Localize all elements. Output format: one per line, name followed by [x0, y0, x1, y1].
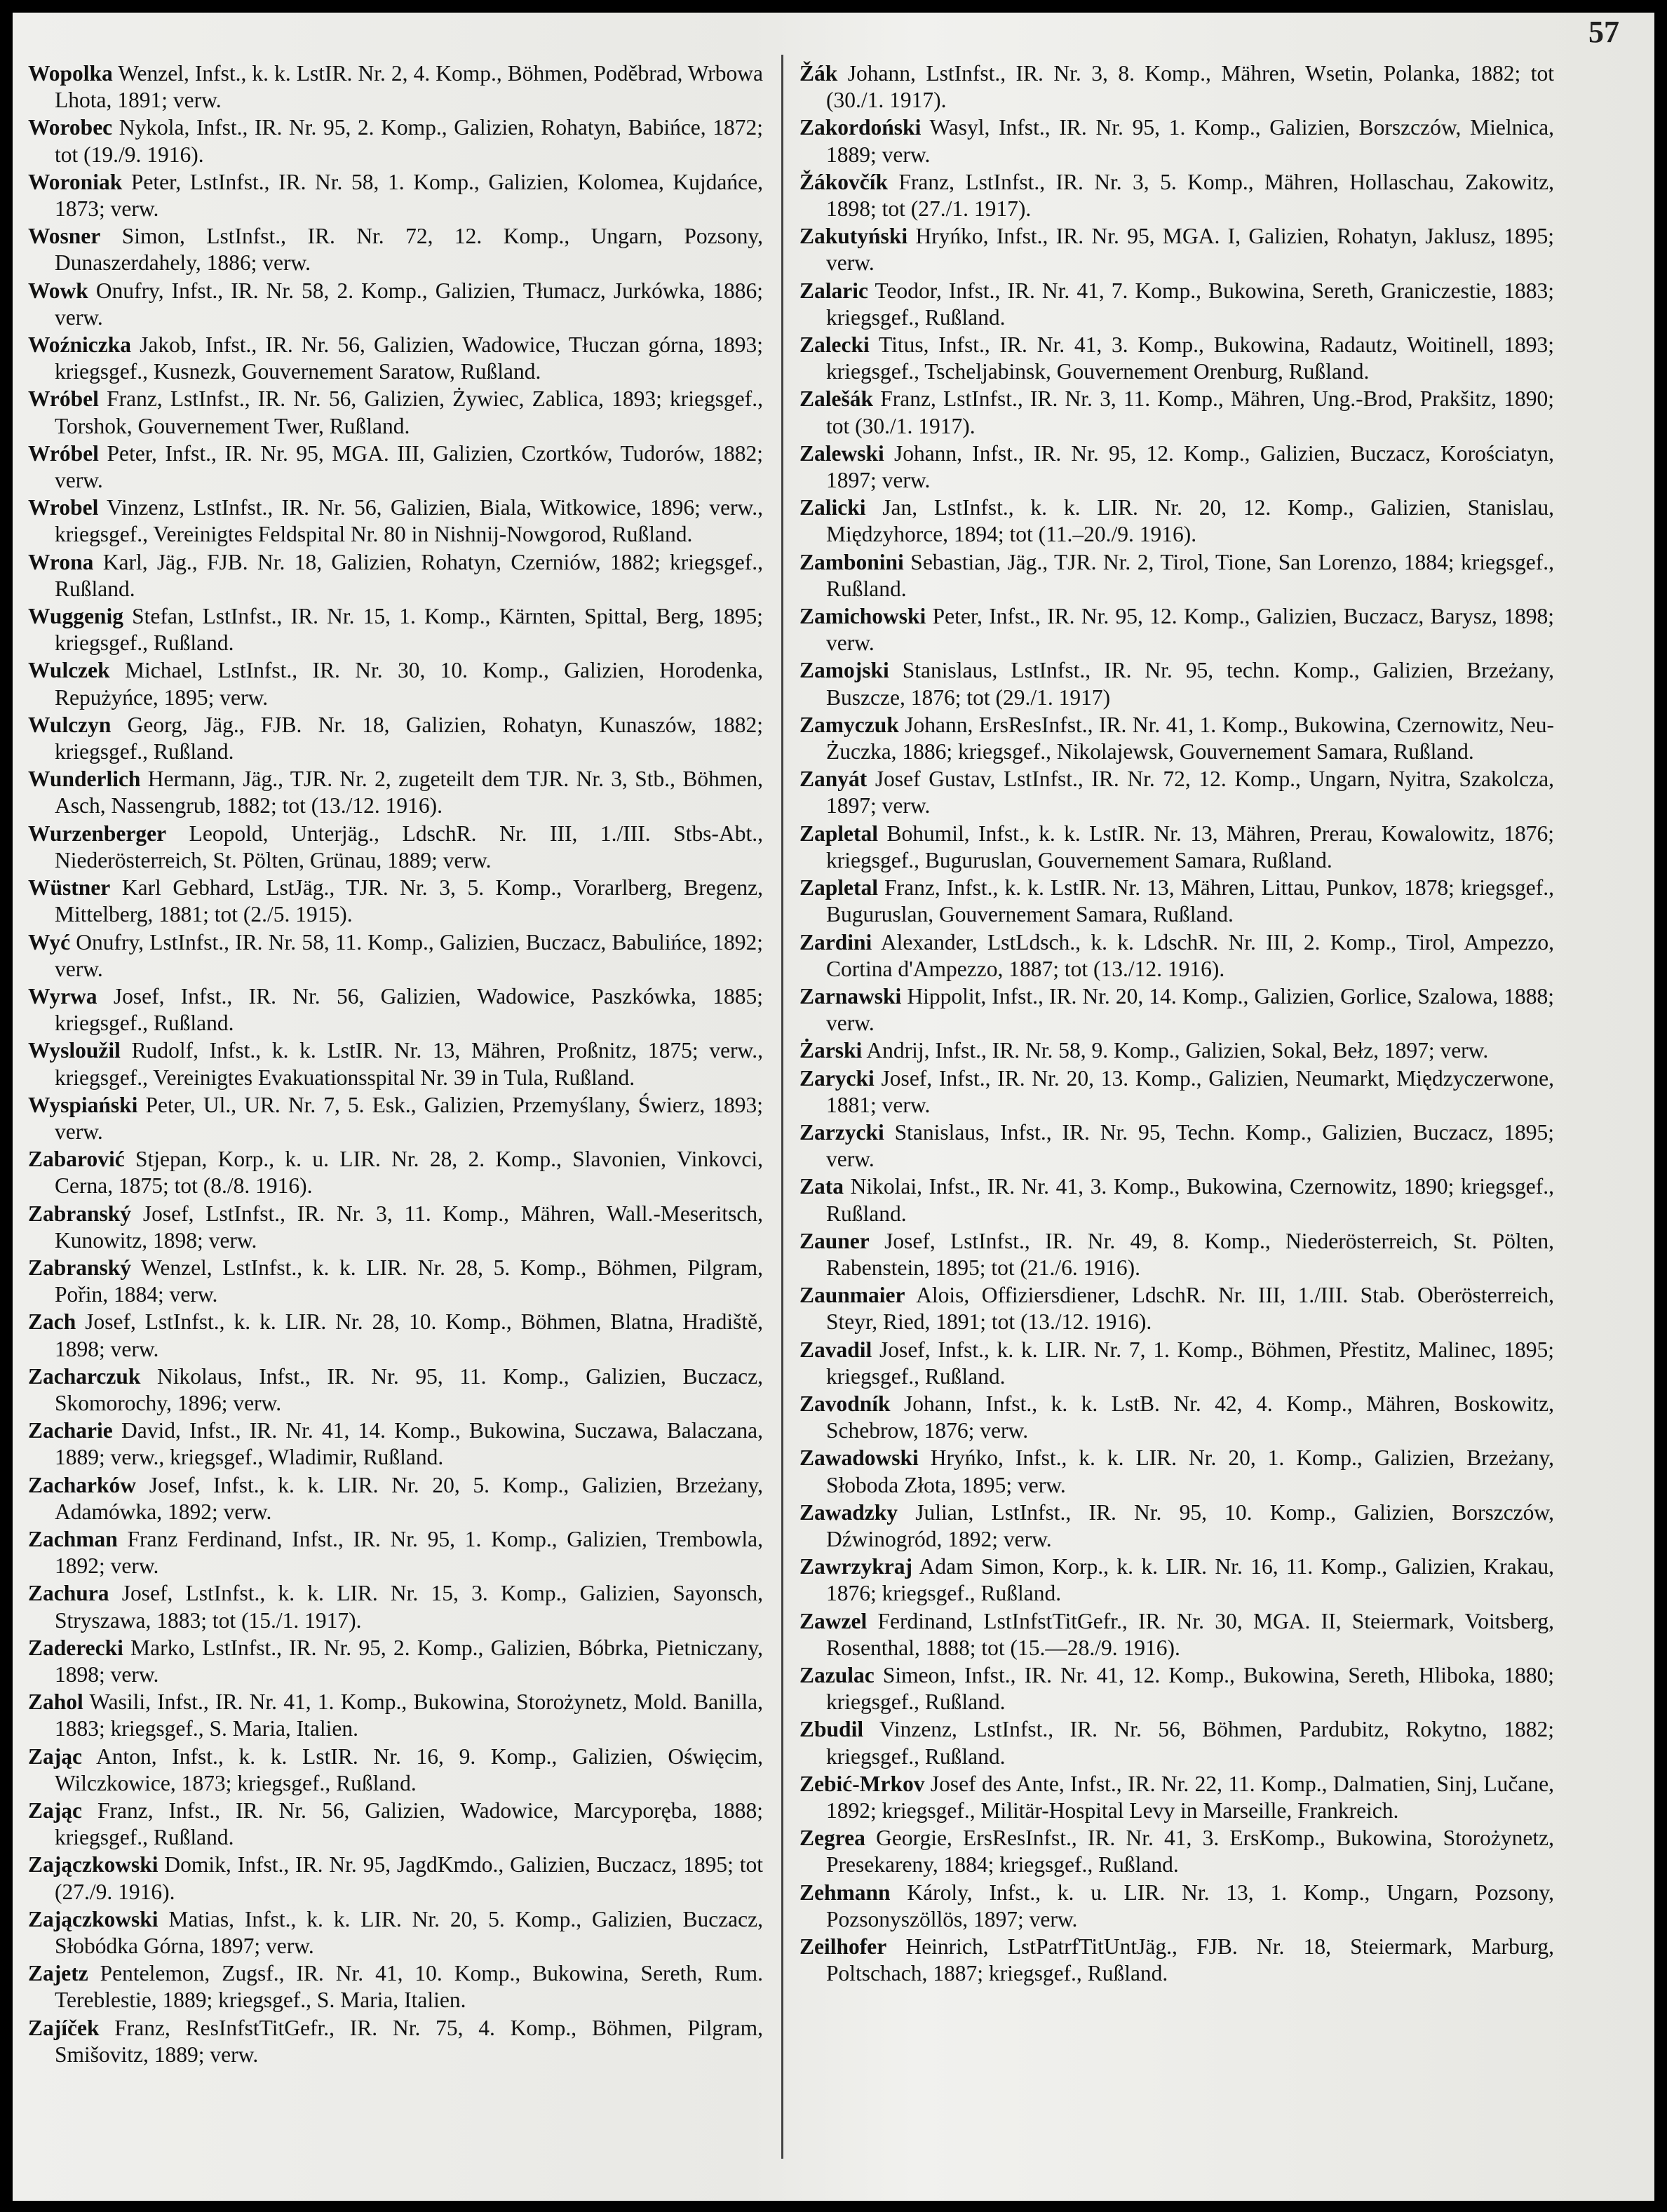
casualty-entry	[799, 386, 1554, 439]
casualty-entry	[799, 766, 1554, 819]
entry-details: Pentelemon, Zugsf., IR. Nr. 41, 10. Komp., Bukowina, Sereth, Rum. Tereblestie, 1889; kriegsgef., S. Maria, Italien.	[55, 1961, 763, 2013]
left-column	[28, 60, 763, 2192]
casualty-entry	[28, 1960, 763, 2014]
entry-details: Onufry, LstInfst., IR. Nr. 58, 11. Komp., Galizien, Buczacz, Babulińce, 1892; verw.	[55, 929, 763, 981]
entry-surname: Zając	[28, 1744, 82, 1769]
entry-details: Josef, LstInfst., IR. Nr. 3, 11. Komp., Mähren, Wall.-Meseritsch, Kunowitz, 1898; verw.	[55, 1201, 763, 1253]
casualty-entry	[799, 1662, 1554, 1715]
entry-details: Franz, ResInfstTitGefr., IR. Nr. 75, 4. Komp., Böhmen, Pilgram, Smišovitz, 1889; verw.	[55, 2015, 763, 2067]
entry-surname: Zacharków	[28, 1472, 137, 1497]
casualty-entry	[28, 712, 763, 765]
entry-surname: Zegrea	[799, 1826, 865, 1851]
entry-surname: Zavodník	[799, 1391, 891, 1416]
entry-details: Peter, Infst., IR. Nr. 95, 12. Komp., Galizien, Buczacz, Barysz, 1898; verw.	[826, 604, 1554, 656]
casualty-entry	[28, 1526, 763, 1579]
entry-details: Karl, Jäg., FJB. Nr. 18, Galizien, Rohatyn, Czerniów, 1882; kriegsgef., Rußland.	[55, 549, 763, 601]
casualty-entry	[799, 1934, 1554, 1987]
casualty-entry	[799, 1445, 1554, 1498]
entry-details: Leopold, Unterjäg., LdschR. Nr. III, 1./III. Stbs-Abt., Niederösterreich, St. Pölten, Grünau, 1889; verw.	[55, 821, 763, 872]
entry-details: Peter, Ul., UR. Nr. 7, 5. Esk., Galizien, Przemyślany, Świerz, 1893; verw.	[55, 1092, 763, 1144]
entry-details: Titus, Infst., IR. Nr. 41, 3. Komp., Bukowina, Radautz, Woitinell, 1893; kriegsgef., Tscheljabinsk, Gouvernement Orenburg, Rußland.	[826, 332, 1554, 384]
entry-surname: Worobec	[28, 115, 113, 140]
casualty-entry	[28, 603, 763, 656]
casualty-entry	[28, 1146, 763, 1199]
entry-surname: Wunderlich	[28, 767, 141, 792]
casualty-entry	[799, 1771, 1554, 1824]
entry-surname: Wulczek	[28, 658, 110, 683]
entry-details: Károly, Infst., k. u. LIR. Nr. 13, 1. Komp., Ungarn, Pozsony, Pozsonyszöllös, 1897; verw.	[826, 1880, 1554, 1931]
casualty-entry	[799, 1391, 1554, 1444]
entry-surname: Zabranský	[28, 1201, 132, 1226]
entry-surname: Žákovčík	[799, 169, 889, 194]
casualty-entry	[28, 1472, 763, 1525]
entry-details: Nikolai, Infst., IR. Nr. 41, 3. Komp., Bukowina, Czernowitz, 1890; kriegsgef., Rußland.	[826, 1174, 1554, 1226]
entry-surname: Zamichowski	[799, 604, 926, 629]
casualty-entry	[28, 1580, 763, 1633]
entry-details: Stanislaus, LstInfst., IR. Nr. 95, techn. Komp., Galizien, Brzeżany, Buszcze, 1876; tot (29./1. 1917)	[826, 658, 1554, 710]
entry-details: Georgie, ErsResInfst., IR. Nr. 41, 3. ErsKomp., Bukowina, Storożynetz, Presekareny, 1884; kriegsgef., Rußland.	[826, 1826, 1554, 1877]
casualty-entry	[799, 1119, 1554, 1173]
entry-details: Franz Ferdinand, Infst., IR. Nr. 95, 1. Komp., Galizien, Trembowla, 1892; verw.	[55, 1526, 763, 1579]
entry-details: Jan, LstInfst., k. k. LIR. Nr. 20, 12. Komp., Galizien, Stanislau, Międzyhorce, 1894; tot (11.–20./9. 1916).	[826, 495, 1554, 547]
entry-details: Johann, Infst., k. k. LstB. Nr. 42, 4. Komp., Mähren, Boskowitz, Schebrow, 1876; verw.	[826, 1391, 1554, 1443]
casualty-entry	[28, 169, 763, 222]
entry-surname: Wuggenig	[28, 604, 123, 629]
casualty-entry	[799, 1499, 1554, 1553]
casualty-entry	[799, 929, 1554, 983]
entry-details: Franz, LstInfst., IR. Nr. 56, Galizien, Żywiec, Zablica, 1893; kriegsgef., Torshok, Gouvernement Twer, Rußland.	[55, 386, 763, 438]
casualty-entry	[799, 440, 1554, 494]
entry-surname: Zauner	[799, 1228, 870, 1253]
entry-details: Josef, Infst., k. k. LIR. Nr. 20, 5. Komp., Galizien, Brzeżany, Adamówka, 1892; verw.	[55, 1472, 763, 1524]
entry-details: Wasili, Infst., IR. Nr. 41, 1. Komp., Bukowina, Storożynetz, Mold. Banilla, 1883; kriegsgef., S. Maria, Italien.	[55, 1690, 763, 1741]
entry-details: Simon, LstInfst., IR. Nr. 72, 12. Komp., Ungarn, Pozsony, Dunaszerdahely, 1886; verw.	[55, 224, 763, 276]
casualty-entry	[799, 1553, 1554, 1607]
entry-details: Alexander, LstLdsch., k. k. LdschR. Nr. III, 2. Komp., Tirol, Ampezzo, Cortina d'Ampezzo, 1887; tot (13./12. 1916).	[826, 929, 1554, 981]
entry-surname: Zacharczuk	[28, 1363, 141, 1389]
entry-surname: Wopolka	[28, 61, 113, 86]
entry-details: Johann, LstInfst., IR. Nr. 3, 8. Komp., Mähren, Wsetin, Polanka, 1882; tot (30./1. 1917).	[826, 61, 1554, 113]
entry-surname: Zacharie	[28, 1418, 113, 1443]
entry-details: Alois, Offiziersdiener, LdschR. Nr. III, 1./III. Stab. Oberösterreich, Steyr, Ried, 1891; tot (13./12. 1916).	[826, 1283, 1554, 1335]
entry-details: Josef, Infst., k. k. LIR. Nr. 7, 1. Komp., Böhmen, Přestitz, Malinec, 1895; kriegsgef., Rußland.	[826, 1337, 1554, 1389]
casualty-entry	[799, 1880, 1554, 1933]
entry-surname: Zalewski	[799, 440, 884, 466]
entry-details: Hryńko, Infst., k. k. LIR. Nr. 20, 1. Komp., Galizien, Brzeżany, Słoboda Złota, 1895; verw.	[826, 1445, 1554, 1497]
entry-details: Adam Simon, Korp., k. k. LIR. Nr. 16, 11. Komp., Galizien, Krakau, 1876; kriegsgef., Rußland.	[826, 1554, 1554, 1606]
entry-surname: Žák	[799, 61, 838, 86]
entry-details: Hryńko, Infst., IR. Nr. 95, MGA. I, Galizien, Rohatyn, Jaklusz, 1895; verw.	[826, 224, 1554, 276]
entry-details: Franz, LstInfst., IR. Nr. 3, 5. Komp., Mähren, Hollaschau, Zakowitz, 1898; tot (27./1. 1917).	[826, 169, 1554, 222]
entry-surname: Zehmann	[799, 1880, 891, 1905]
entry-details: Marko, LstInfst., IR. Nr. 95, 2. Komp., Galizien, Bóbrka, Pietniczany, 1898; verw.	[55, 1635, 763, 1687]
casualty-entry	[799, 1337, 1554, 1390]
entry-surname: Zalicki	[799, 495, 866, 520]
entry-surname: Zeilhofer	[799, 1934, 887, 1960]
casualty-entry	[28, 821, 763, 874]
casualty-entry	[799, 603, 1554, 656]
entry-details: Josef, Infst., IR. Nr. 20, 13. Komp., Galizien, Neumarkt, Międzyczerwone, 1881; verw.	[826, 1065, 1554, 1117]
entry-details: Matias, Infst., k. k. LIR. Nr. 20, 5. Komp., Galizien, Buczacz, Słobódka Górna, 1897; verw.	[55, 1906, 763, 1959]
entry-surname: Zajetz	[28, 1961, 88, 1986]
entry-details: Josef, LstInfst., k. k. LIR. Nr. 15, 3. Komp., Galizien, Sayonsch, Stryszawa, 1883; tot (15./1. 1917).	[55, 1581, 763, 1633]
entry-surname: Zach	[28, 1309, 76, 1335]
casualty-entry	[28, 766, 763, 819]
entry-details: Johann, ErsResInfst., IR. Nr. 41, 1. Komp., Bukowina, Czernowitz, Neu-Żuczka, 1886; kriegsgef., Nikolajewsk, Gouvernement Samara, Rußland.	[826, 712, 1554, 764]
entry-details: Simeon, Infst., IR. Nr. 41, 12. Komp., Bukowina, Sereth, Hliboka, 1880; kriegsgef., Rußland.	[826, 1662, 1554, 1715]
document-page	[13, 13, 1654, 2201]
casualty-entry	[799, 821, 1554, 874]
entry-surname: Zajączkowski	[28, 1906, 158, 1931]
casualty-entry	[799, 114, 1554, 168]
entry-surname: Zabarović	[28, 1147, 125, 1172]
entry-details: Wenzel, LstInfst., k. k. LIR. Nr. 28, 5. Komp., Böhmen, Pilgram, Pořin, 1884; verw.	[55, 1255, 763, 1307]
casualty-entry	[28, 494, 763, 548]
entry-surname: Zawrzykraj	[799, 1554, 912, 1579]
entry-surname: Zalaric	[799, 278, 868, 303]
entry-details: Andrij, Infst., IR. Nr. 58, 9. Komp., Galizien, Sokal, Bełz, 1897; verw.	[862, 1038, 1489, 1063]
entry-details: Josef, Infst., IR. Nr. 56, Galizien, Wadowice, Paszkówka, 1885; kriegsgef., Rußland.	[55, 983, 763, 1036]
entry-surname: Zambonini	[799, 549, 904, 574]
entry-surname: Zebić-Mrkov	[799, 1771, 925, 1796]
casualty-entry	[28, 983, 763, 1037]
entry-surname: Zarnawski	[799, 983, 902, 1009]
casualty-entry	[28, 929, 763, 983]
entry-surname: Wyrwa	[28, 983, 97, 1009]
casualty-entry	[28, 278, 763, 331]
entry-details: Franz, Infst., IR. Nr. 56, Galizien, Wadowice, Marcyporęba, 1888; kriegsgef., Rußland.	[55, 1798, 763, 1850]
entry-details: Franz, Infst., k. k. LstIR. Nr. 13, Mähren, Littau, Punkov, 1878; kriegsgef., Buguruslan, Gouvernement Samara, Rußland.	[826, 875, 1554, 927]
casualty-entry	[28, 1852, 763, 1905]
casualty-entry	[28, 60, 763, 114]
entry-surname: Zaderecki	[28, 1635, 123, 1660]
entry-details: Ferdinand, LstInfstTitGefr., IR. Nr. 30, MGA. II, Steiermark, Voitsberg, Rosenthal, 1888; tot (15.—28./9. 1916).	[826, 1608, 1554, 1660]
entry-surname: Woroniak	[28, 169, 123, 194]
entry-surname: Zakordoński	[799, 115, 922, 140]
entry-surname: Zawzel	[799, 1608, 868, 1633]
entry-details: David, Infst., IR. Nr. 41, 14. Komp., Bukowina, Suczawa, Balaczana, 1889; verw., kriegsgef., Wladimir, Rußland.	[55, 1418, 763, 1470]
entry-surname: Zavadil	[799, 1337, 872, 1362]
casualty-entry	[28, 440, 763, 494]
casualty-entry	[799, 1825, 1554, 1878]
casualty-entry	[28, 1635, 763, 1688]
entry-surname: Wulczyn	[28, 712, 112, 737]
entry-details: Stefan, LstInfst., IR. Nr. 15, 1. Komp., Kärnten, Spittal, Berg, 1895; kriegsgef., Rußland.	[55, 604, 763, 656]
casualty-entry	[28, 1689, 763, 1742]
entry-details: Wenzel, Infst., k. k. LstIR. Nr. 2, 4. Komp., Böhmen, Poděbrad, Wrbowa Lhota, 1891; verw.	[55, 61, 763, 113]
entry-details: Peter, Infst., IR. Nr. 95, MGA. III, Galizien, Czortków, Tudorów, 1882; verw.	[55, 440, 763, 493]
entry-surname: Wysloužil	[28, 1038, 121, 1063]
entry-details: Stanislaus, Infst., IR. Nr. 95, Techn. Komp., Galizien, Buczacz, 1895; verw.	[826, 1119, 1554, 1172]
casualty-entry	[799, 1065, 1554, 1119]
entry-details: Hippolit, Infst., IR. Nr. 20, 14. Komp., Galizien, Gorlice, Szalowa, 1888; verw.	[826, 983, 1554, 1036]
entry-surname: Wrobel	[28, 495, 99, 520]
casualty-entry	[28, 875, 763, 928]
entry-details: Josef, LstInfst., k. k. LIR. Nr. 28, 10. Komp., Böhmen, Blatna, Hradiště, 1898; verw.	[55, 1309, 763, 1361]
entry-surname: Zamyczuk	[799, 712, 899, 737]
entry-surname: Wüstner	[28, 875, 111, 901]
entry-surname: Żarski	[799, 1038, 863, 1063]
casualty-entry	[799, 278, 1554, 331]
entry-surname: Zapletal	[799, 875, 879, 901]
entry-details: Karl Gebhard, LstJäg., TJR. Nr. 3, 5. Komp., Vorarlberg, Bregenz, Mittelberg, 1881; tot (2./5. 1915).	[55, 875, 763, 927]
casualty-entry	[799, 332, 1554, 385]
entry-details: Onufry, Infst., IR. Nr. 58, 2. Komp., Galizien, Tłumacz, Jurkówka, 1886; verw.	[55, 278, 763, 330]
casualty-entry	[799, 657, 1554, 710]
casualty-entry	[28, 1798, 763, 1851]
casualty-entry	[799, 169, 1554, 222]
casualty-entry	[799, 223, 1554, 276]
casualty-entry	[28, 114, 763, 168]
entry-surname: Zajączkowski	[28, 1852, 158, 1877]
entry-surname: Woźniczka	[28, 332, 131, 358]
entry-details: Nikolaus, Infst., IR. Nr. 95, 11. Komp., Galizien, Buczacz, Skomorochy, 1896; verw.	[55, 1363, 763, 1415]
entry-surname: Zalecki	[799, 332, 870, 358]
casualty-entry	[28, 1309, 763, 1362]
entry-surname: Wyć	[28, 929, 71, 955]
entry-details: Josef des Ante, Infst., IR. Nr. 22, 11. Komp., Dalmatien, Sinj, Lučane, 1892; kriegsgef., Militär-Hospital Levy in Marseille, Frankreich.	[826, 1771, 1554, 1823]
entry-surname: Zata	[799, 1174, 844, 1199]
entry-details: Georg, Jäg., FJB. Nr. 18, Galizien, Rohatyn, Kunaszów, 1882; kriegsgef., Rußland.	[55, 712, 763, 764]
casualty-entry	[799, 1173, 1554, 1227]
casualty-entry	[28, 1744, 763, 1797]
entry-details: Hermann, Jäg., TJR. Nr. 2, zugeteilt dem TJR. Nr. 3, Stb., Böhmen, Asch, Nassengrub, 1882; tot (13./12. 1916).	[55, 767, 763, 818]
entry-surname: Wosner	[28, 224, 101, 249]
entry-details: Julian, LstInfst., IR. Nr. 95, 10. Komp., Galizien, Borszczów, Dźwinogród, 1892; verw.	[826, 1499, 1554, 1551]
entry-details: Josef Gustav, LstInfst., IR. Nr. 72, 12. Komp., Ungarn, Nyitra, Szakolcza, 1897; verw.	[826, 767, 1554, 818]
entry-surname: Zając	[28, 1798, 82, 1823]
casualty-entry	[799, 494, 1554, 548]
entry-details: Michael, LstInfst., IR. Nr. 30, 10. Komp., Galizien, Horodenka, Repużyńce, 1895; verw.	[55, 658, 763, 710]
casualty-entry	[28, 1092, 763, 1145]
entry-surname: Zawadzky	[799, 1499, 898, 1525]
entry-details: Stjepan, Korp., k. u. LIR. Nr. 28, 2. Komp., Slavonien, Vinkovci, Cerna, 1875; tot (8./8. 1916).	[55, 1147, 763, 1199]
entry-surname: Zakutyński	[799, 224, 908, 249]
entry-details: Domik, Infst., IR. Nr. 95, JagdKmdo., Galizien, Buczacz, 1895; tot (27./9. 1916).	[55, 1852, 763, 1904]
entry-details: Josef, LstInfst., IR. Nr. 49, 8. Komp., Niederösterreich, St. Pölten, Rabenstein, 1895; tot (21./6. 1916).	[826, 1228, 1554, 1280]
casualty-entry	[799, 60, 1554, 114]
casualty-entry	[28, 549, 763, 602]
casualty-entry	[799, 1282, 1554, 1335]
entry-surname: Wrona	[28, 549, 94, 574]
casualty-entry	[799, 549, 1554, 602]
casualty-entry	[28, 2015, 763, 2068]
entry-details: Johann, Infst., IR. Nr. 95, 12. Komp., Galizien, Buczacz, Korościatyn, 1897; verw.	[826, 440, 1554, 493]
entry-details: Teodor, Infst., IR. Nr. 41, 7. Komp., Bukowina, Sereth, Graniczestie, 1883; kriegsgef., Rußland.	[826, 278, 1554, 330]
casualty-entry	[799, 1228, 1554, 1281]
casualty-entry	[799, 1716, 1554, 1769]
entry-surname: Zabranský	[28, 1255, 132, 1280]
casualty-entry	[799, 983, 1554, 1037]
column-divider	[781, 55, 783, 2159]
entry-surname: Wyspiański	[28, 1092, 138, 1117]
entry-surname: Wowk	[28, 278, 88, 303]
entry-details: Franz, LstInfst., IR. Nr. 3, 11. Komp., Mähren, Ung.-Brod, Prakšitz, 1890; tot (30./1. 1917).	[826, 386, 1554, 438]
casualty-entry	[28, 386, 763, 439]
entry-surname: Zaunmaier	[799, 1283, 905, 1308]
entry-surname: Zahol	[28, 1690, 83, 1715]
entry-surname: Zachura	[28, 1581, 109, 1606]
entry-surname: Zajíček	[28, 2015, 100, 2040]
casualty-entry	[28, 1906, 763, 1960]
entry-surname: Zamojski	[799, 658, 889, 683]
entry-surname: Zazulac	[799, 1662, 875, 1687]
entry-surname: Zanyát	[799, 767, 868, 792]
entry-surname: Zawadowski	[799, 1445, 919, 1471]
entry-surname: Zbudil	[799, 1717, 864, 1742]
casualty-entry	[28, 223, 763, 276]
casualty-entry	[799, 875, 1554, 928]
entry-details: Nykola, Infst., IR. Nr. 95, 2. Komp., Galizien, Rohatyn, Babińce, 1872; tot (19./9. 1916).	[55, 115, 763, 167]
entry-details: Wasyl, Infst., IR. Nr. 95, 1. Komp., Galizien, Borszczów, Mielnica, 1889; verw.	[826, 115, 1554, 167]
casualty-entry	[799, 1608, 1554, 1661]
entry-details: Rudolf, Infst., k. k. LstIR. Nr. 13, Mähren, Proßnitz, 1875; verw., kriegsgef., Vereinigtes Evakuationsspital Nr. 39 in Tula, Rußland.	[55, 1038, 763, 1090]
entry-details: Heinrich, LstPatrfTitUntJäg., FJB. Nr. 18, Steiermark, Marburg, Poltschach, 1887; kriegsgef., Rußland.	[826, 1934, 1554, 1986]
casualty-entry	[28, 332, 763, 385]
entry-surname: Zachman	[28, 1526, 118, 1551]
entry-surname: Wróbel	[28, 440, 99, 466]
entry-surname: Zardini	[799, 929, 872, 955]
casualty-entry	[799, 1037, 1554, 1064]
entry-details: Peter, LstInfst., IR. Nr. 58, 1. Komp., Galizien, Kolomea, Kujdańce, 1873; verw.	[55, 169, 763, 222]
casualty-entry	[799, 712, 1554, 765]
casualty-entry	[28, 1255, 763, 1308]
casualty-entry	[28, 1037, 763, 1091]
casualty-entry	[28, 657, 763, 710]
casualty-entry	[28, 1417, 763, 1471]
entry-surname: Zarycki	[799, 1065, 875, 1091]
page-number: 57	[1588, 15, 1619, 49]
entry-surname: Wróbel	[28, 386, 99, 412]
entry-details: Vinzenz, LstInfst., IR. Nr. 56, Galizien, Biala, Witkowice, 1896; verw., kriegsgef., Vereinigtes Feldspital Nr. 80 in Nishnij-Nowgorod, Rußland.	[55, 495, 763, 547]
entry-surname: Zalešák	[799, 386, 874, 412]
entry-surname: Zapletal	[799, 821, 879, 846]
entry-details: Sebastian, Jäg., TJR. Nr. 2, Tirol, Tione, San Lorenzo, 1884; kriegsgef., Rußland.	[826, 549, 1554, 601]
casualty-entry	[28, 1363, 763, 1417]
entry-surname: Zarzycki	[799, 1119, 884, 1145]
entry-details: Vinzenz, LstInfst., IR. Nr. 56, Böhmen, Pardubitz, Rokytno, 1882; kriegsgef., Rußland.	[826, 1717, 1554, 1769]
entry-details: Jakob, Infst., IR. Nr. 56, Galizien, Wadowice, Tłuczan górna, 1893; kriegsgef., Kusnezk, Gouvernement Saratow, Rußland.	[55, 332, 763, 384]
entry-details: Anton, Infst., k. k. LstIR. Nr. 16, 9. Komp., Galizien, Oświęcim, Wilczkowice, 1873; kriegsgef., Rußland.	[55, 1744, 763, 1795]
right-column	[799, 60, 1554, 2192]
entry-surname: Wurzenberger	[28, 821, 167, 846]
casualty-entry	[28, 1201, 763, 1254]
entry-details: Bohumil, Infst., k. k. LstIR. Nr. 13, Mähren, Prerau, Kowalowitz, 1876; kriegsgef., Buguruslan, Gouvernement Samara, Rußland.	[826, 821, 1554, 872]
